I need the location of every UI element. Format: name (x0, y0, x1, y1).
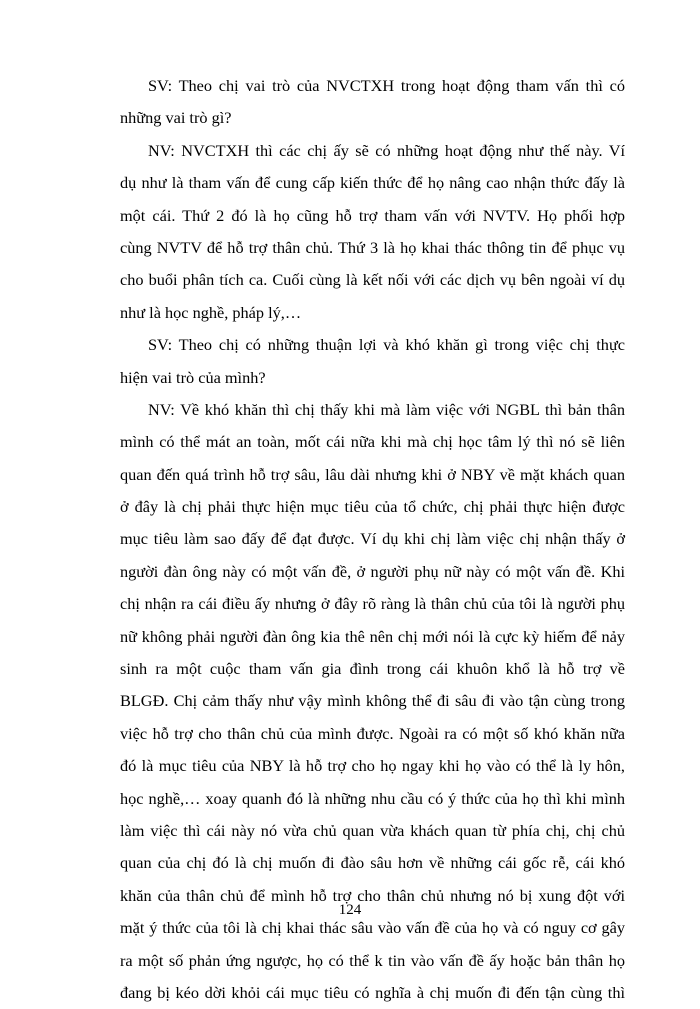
transcript-line: việc hỗ trợ cho thân chủ của mình được. Ngoài ra có một số khó khăn nữa (120, 723, 625, 743)
interview-transcript (120, 70, 625, 1009)
transcript-line: người đàn ông này có một vấn đề, ở người phụ nữ này có một vấn đề. Khi (120, 561, 625, 581)
transcript-line: nữ không phải người đàn ông kia thê nên chị mới nói là cực kỳ hiếm để nảy (120, 626, 625, 646)
transcript-line: BLGĐ. Chị cảm thấy như vậy mình không thể đi sâu đi vào tận cùng trong (120, 691, 625, 711)
transcript-line: SV: Theo chị vai trò của NVCTXH trong hoạt động tham vấn thì có (148, 76, 625, 95)
transcript-line: quan đến quá trình hỗ trợ sâu, lâu dài nhưng khi ở NBY về mặt khách quan (120, 464, 625, 484)
transcript-line: làm việc thì cái này nó vừa chủ quan vừa khách quan từ phía chị, chị chủ (120, 820, 625, 840)
page-number: 124 (338, 902, 362, 918)
transcript-line: một cái. Thứ 2 đó là họ cũng hỗ trợ tham vấn với NVTV. Họ phối hợp (120, 205, 625, 225)
transcript-line: NV: Về khó khăn thì chị thấy khi mà làm việc với NGBL thì bản thân (148, 399, 625, 419)
transcript-line: đó là mục tiêu của NBY là hỗ trợ cho họ ngay khi họ vào có thể là ly hôn, (120, 756, 625, 776)
transcript-line: ra một số phản ứng ngược, họ có thể k tin vào vấn đề ấy hoặc bản thân họ (120, 950, 625, 970)
transcript-line: cùng NVTV để hỗ trợ thân chủ. Thứ 3 là họ khai thác thông tin để phục vụ (120, 237, 625, 257)
transcript-line: đang bị kéo dời khỏi cái mục tiêu có nghĩa à chị muốn đi đến tận cùng thì (120, 982, 625, 1002)
transcript-line: như là học nghề, pháp lý,… (120, 302, 302, 322)
transcript-line: quan của chị đó là chị muốn đi đào sâu hơn về những cái gốc rễ, cái khó (120, 853, 625, 873)
transcript-line: ở đây là chị phải thực hiện mục tiêu của tổ chức, chị phải thực hiện được (120, 497, 625, 517)
transcript-line: mục tiêu làm sao đấy để đạt được. Ví dụ khi chị làm việc chị nhận thấy ở (120, 529, 625, 549)
transcript-line: khăn của thân chủ để mình hỗ trợ cho thân chủ nhưng nó bị xung đột với (120, 885, 625, 905)
transcript-line: SV: Theo chị có những thuận lợi và khó khăn gì trong việc chị thực (148, 335, 625, 355)
transcript-line: cho buổi phân tích ca. Cuối cùng là kết nối với các dịch vụ bên ngoài ví dụ (120, 270, 625, 290)
transcript-line: hiện vai trò của mình? (120, 367, 266, 387)
transcript-line: dụ như là tham vấn để cung cấp kiến thức để họ nâng cao nhận thức đấy là (120, 173, 625, 193)
transcript-line: mặt ý thức của tôi là chị khai thác sâu vào vấn đề của họ và có nguy cơ gây (120, 918, 625, 938)
transcript-line: chị nhận ra cái điều ấy nhưng ở đây rõ ràng là thân chủ của tôi là người phụ (120, 594, 625, 614)
transcript-line: sinh ra một cuộc tham vấn gia đình trong cái khuôn khổ là hỗ trợ về (120, 659, 625, 679)
transcript-line: NV: NVCTXH thì các chị ấy sẽ có những hoạt động như thế này. Ví (148, 140, 625, 160)
transcript-line: mình có thể mát an toàn, mốt cái nữa khi mà chị học tâm lý thì nó sẽ liên (120, 432, 625, 452)
transcript-line: học nghề,… xoay quanh đó là những nhu cầu có ý thức của họ thì khi mình (120, 788, 625, 808)
transcript-line: những vai trò gì? (120, 108, 232, 128)
